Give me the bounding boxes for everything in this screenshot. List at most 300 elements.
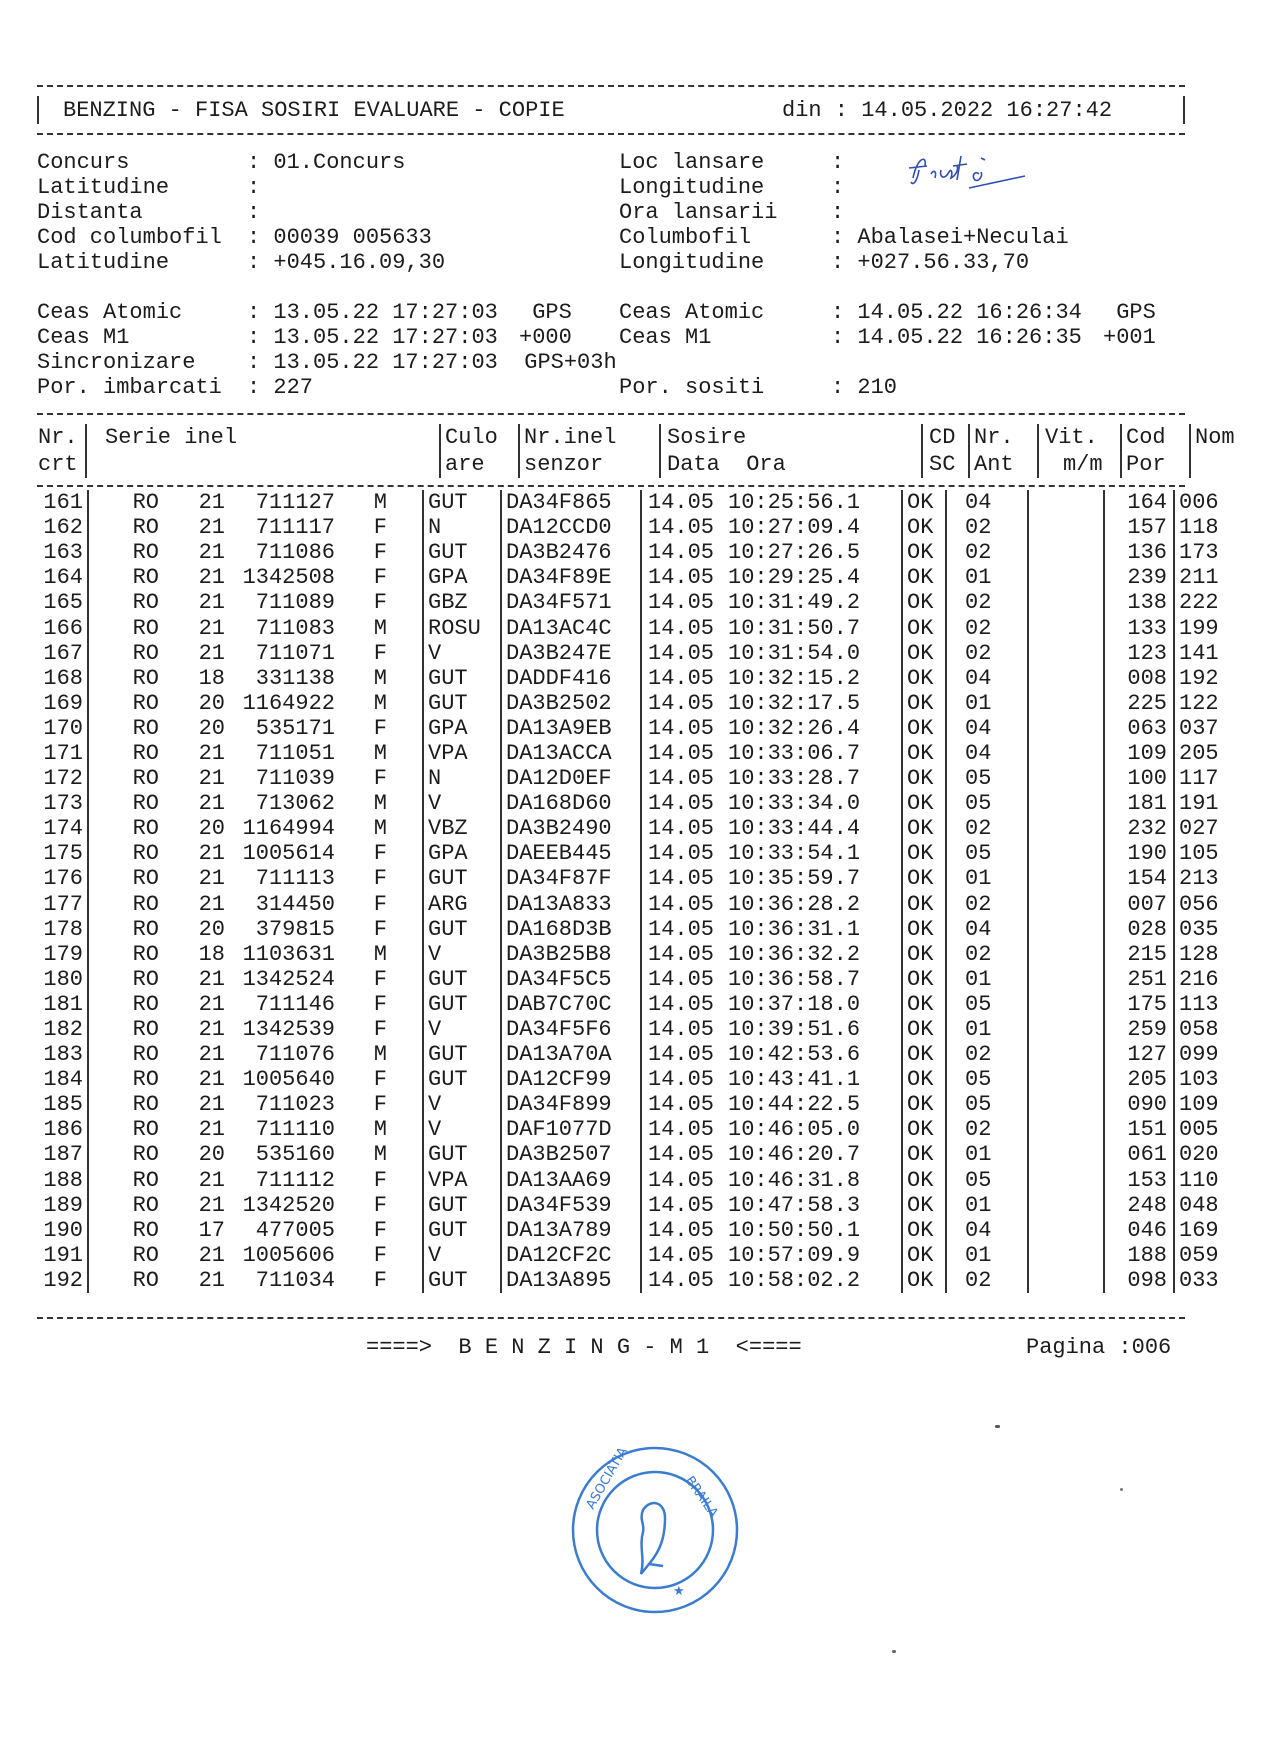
cell-sensor: DA3B2476: [501, 540, 641, 565]
cell-cd-sc: OK: [902, 540, 946, 565]
ring-country: RO: [132, 1017, 159, 1043]
arrival-date: 14.05: [648, 941, 715, 967]
cell-cod-por: 123: [1104, 641, 1174, 666]
cell-sensor: DA13AC4C: [501, 615, 641, 640]
cell-sensor: DA34F865: [501, 490, 641, 515]
cell-cd-sc: OK: [902, 1218, 946, 1243]
cell-nr: 176: [43, 866, 83, 892]
cell-color: GUT: [423, 540, 501, 565]
ring-year: 21: [198, 590, 225, 616]
table-row: [37, 1092, 1241, 1117]
col-header-ant: Nr.: [969, 424, 1038, 451]
arrival-time: 10:29:25.4: [728, 565, 861, 591]
ring-country: RO: [132, 916, 159, 942]
ring-number: 1005614: [242, 841, 335, 867]
cell-antenna: 02: [946, 1042, 1028, 1067]
cell-color: N: [423, 515, 501, 540]
ring-sex: F: [373, 966, 387, 992]
table-row: [37, 1142, 1241, 1167]
ring-number: 711146: [255, 991, 335, 1017]
ring-sex: M: [373, 816, 387, 842]
arrival-date: 14.05: [648, 715, 715, 741]
cell-serie-inel: [88, 666, 423, 691]
cell-color: GPA: [423, 841, 501, 866]
cell-speed: [1028, 641, 1104, 666]
cell-nom: 213: [1174, 866, 1241, 891]
ring-year: 21: [198, 1192, 225, 1218]
cell-speed: [1028, 1243, 1104, 1268]
association-stamp: [565, 1440, 745, 1620]
cell-antenna: 01: [946, 1193, 1028, 1218]
cell-serie-inel: [88, 967, 423, 992]
cell-nom: 048: [1174, 1193, 1241, 1218]
cell-sensor: DA34F899: [501, 1092, 641, 1117]
ring-country: RO: [132, 1042, 159, 1068]
cell-antenna: 02: [946, 540, 1028, 565]
cell-speed: [1028, 565, 1104, 590]
info-row: Ora lansarii :: [619, 200, 858, 225]
cell-nom: 099: [1174, 1042, 1241, 1067]
ring-country: RO: [132, 615, 159, 641]
table-row: [37, 590, 1241, 615]
cell-antenna: 05: [946, 841, 1028, 866]
cell-color: GUT: [423, 992, 501, 1017]
arrival-time: 10:25:56.1: [728, 490, 861, 516]
cell-nr: 172: [43, 766, 83, 792]
ring-number: 711117: [255, 515, 335, 541]
arrival-time: 10:27:26.5: [728, 540, 861, 566]
cell-color: V: [423, 1243, 501, 1268]
arrival-time: 10:46:20.7: [728, 1142, 861, 1168]
table-row: [37, 666, 1241, 691]
cell-serie-inel: [88, 716, 423, 741]
cell-speed: [1028, 716, 1104, 741]
cell-color: V: [423, 1117, 501, 1142]
cell-serie-inel: [88, 1117, 423, 1142]
cell-color: GUT: [423, 666, 501, 691]
cell-color: GUT: [423, 1193, 501, 1218]
cell-nr: 161: [43, 490, 83, 516]
arrival-date: 14.05: [648, 1067, 715, 1093]
cell-speed: [1028, 1193, 1104, 1218]
arrival-time: 10:33:54.1: [728, 841, 861, 867]
header-bottom-border: [37, 133, 1185, 135]
ring-country: RO: [132, 740, 159, 766]
header-left-edge: [37, 96, 39, 124]
cell-cod-por: 028: [1104, 917, 1174, 942]
cell-nr: 166: [43, 615, 83, 641]
cell-antenna: 05: [946, 791, 1028, 816]
cell-serie-inel: [88, 1142, 423, 1167]
ring-year: 21: [198, 866, 225, 892]
cell-color: ROSU: [423, 615, 501, 640]
cell-arrival: [641, 1042, 902, 1067]
table-row: [37, 1042, 1241, 1067]
ring-sex: M: [373, 490, 387, 516]
cell-cod-por: 164: [1104, 490, 1174, 515]
cell-color: V: [423, 641, 501, 666]
cell-nr: 190: [43, 1217, 83, 1243]
cell-cd-sc: OK: [902, 1092, 946, 1117]
cell-serie-inel: [88, 691, 423, 716]
ring-country: RO: [132, 866, 159, 892]
arrival-time: 10:42:53.6: [728, 1042, 861, 1068]
ring-year: 21: [198, 1242, 225, 1268]
col-header-serie: Serie inel: [86, 424, 440, 451]
info-row: Latitudine : +045.16.09,30: [37, 250, 446, 275]
cell-cd-sc: OK: [902, 1042, 946, 1067]
cell-cod-por: 225: [1104, 691, 1174, 716]
cell-arrival: [641, 691, 902, 716]
cell-serie-inel: [88, 1042, 423, 1067]
cell-sensor: DA168D60: [501, 791, 641, 816]
cell-serie-inel: [88, 841, 423, 866]
arrival-time: 10:33:44.4: [728, 816, 861, 842]
cell-nom: 006: [1174, 490, 1241, 515]
header-title-row: [37, 96, 1185, 126]
table-row: [37, 992, 1241, 1017]
cell-cod-por: 251: [1104, 967, 1174, 992]
ring-number: 711083: [255, 615, 335, 641]
cell-antenna: 02: [946, 641, 1028, 666]
cell-serie-inel: [88, 615, 423, 640]
cell-cd-sc: OK: [902, 615, 946, 640]
cell-nr: 189: [43, 1192, 83, 1218]
cell-nr: 177: [43, 891, 83, 917]
ring-number: 1342524: [242, 966, 335, 992]
info-row: Longitudine :: [619, 175, 858, 200]
arrival-date: 14.05: [648, 991, 715, 1017]
cell-cd-sc: OK: [902, 1017, 946, 1042]
arrival-time: 10:33:34.0: [728, 791, 861, 817]
ring-sex: F: [373, 515, 387, 541]
ring-sex: F: [373, 841, 387, 867]
cell-serie-inel: [88, 892, 423, 917]
cell-cd-sc: OK: [902, 1067, 946, 1092]
cell-sensor: DA13A9EB: [501, 716, 641, 741]
arrival-time: 10:31:54.0: [728, 640, 861, 666]
arrival-time: 10:36:28.2: [728, 891, 861, 917]
col-header-cd: CD: [922, 424, 969, 451]
cell-color: GUT: [423, 1218, 501, 1243]
cell-speed: [1028, 917, 1104, 942]
cell-sensor: DAB7C70C: [501, 992, 641, 1017]
table-row: [37, 841, 1241, 866]
cell-nr: 186: [43, 1117, 83, 1143]
ring-number: 1103631: [242, 941, 335, 967]
cell-arrival: [641, 1092, 902, 1117]
ring-country: RO: [132, 941, 159, 967]
cell-nom: 118: [1174, 515, 1241, 540]
cell-antenna: 04: [946, 917, 1028, 942]
cell-cod-por: 248: [1104, 1193, 1174, 1218]
cell-serie-inel: [88, 590, 423, 615]
cell-color: V: [423, 1017, 501, 1042]
cell-nom: 105: [1174, 841, 1241, 866]
ring-year: 21: [198, 565, 225, 591]
cell-nom: 122: [1174, 691, 1241, 716]
cell-speed: [1028, 1092, 1104, 1117]
cell-speed: [1028, 992, 1104, 1017]
ring-country: RO: [132, 1092, 159, 1118]
ring-year: 21: [198, 766, 225, 792]
ring-number: 711112: [255, 1167, 335, 1193]
cell-nr: 175: [43, 841, 83, 867]
cell-sensor: DA12D0EF: [501, 766, 641, 791]
cell-nr: 167: [43, 640, 83, 666]
cell-arrival: [641, 866, 902, 891]
col-header-culo: Culo: [440, 424, 519, 451]
svg-text:BRAILA: BRAILA: [681, 1473, 721, 1521]
cell-cd-sc: OK: [902, 791, 946, 816]
arrival-date: 14.05: [648, 1242, 715, 1268]
ring-sex: M: [373, 740, 387, 766]
cell-speed: [1028, 490, 1104, 515]
table-row: [37, 967, 1241, 992]
header-top-border: [37, 85, 1185, 87]
ring-sex: M: [373, 1142, 387, 1168]
cell-speed: [1028, 1142, 1104, 1167]
cell-color: VBZ: [423, 816, 501, 841]
ring-country: RO: [132, 490, 159, 516]
arrival-date: 14.05: [648, 640, 715, 666]
cell-antenna: 01: [946, 1017, 1028, 1042]
arrival-time: 10:46:05.0: [728, 1117, 861, 1143]
cell-color: GPA: [423, 565, 501, 590]
cell-arrival: [641, 490, 902, 515]
header-right-edge: [1183, 96, 1185, 124]
cell-cd-sc: OK: [902, 741, 946, 766]
cell-nom: 113: [1174, 992, 1241, 1017]
col-header-vit: Vit.: [1038, 424, 1121, 451]
cell-arrival: [641, 1168, 902, 1193]
cell-arrival: [641, 1243, 902, 1268]
arrival-time: 10:32:15.2: [728, 665, 861, 691]
cell-cod-por: 188: [1104, 1243, 1174, 1268]
arrival-time: 10:32:17.5: [728, 690, 861, 716]
ring-country: RO: [132, 966, 159, 992]
ring-country: RO: [132, 540, 159, 566]
table-top-border: [37, 413, 1185, 415]
cell-serie-inel: [88, 540, 423, 565]
cell-cd-sc: OK: [902, 641, 946, 666]
ring-number: 1005606: [242, 1242, 335, 1268]
arrival-date: 14.05: [648, 515, 715, 541]
ring-number: 1164994: [242, 816, 335, 842]
table-row: [37, 866, 1241, 891]
cell-speed: [1028, 791, 1104, 816]
cell-antenna: 04: [946, 490, 1028, 515]
cell-serie-inel: [88, 641, 423, 666]
table-row: [37, 917, 1241, 942]
ring-sex: F: [373, 1267, 387, 1293]
cell-color: GPA: [423, 716, 501, 741]
cell-cd-sc: OK: [902, 515, 946, 540]
cell-antenna: 05: [946, 1092, 1028, 1117]
arrival-date: 14.05: [648, 1042, 715, 1068]
ring-number: 711071: [255, 640, 335, 666]
arrival-time: 10:36:58.7: [728, 966, 861, 992]
arrival-date: 14.05: [648, 816, 715, 842]
cell-antenna: 05: [946, 766, 1028, 791]
cell-serie-inel: [88, 1017, 423, 1042]
ring-year: 20: [198, 715, 225, 741]
ring-sex: F: [373, 1092, 387, 1118]
cell-cod-por: 109: [1104, 741, 1174, 766]
cell-color: V: [423, 942, 501, 967]
cell-serie-inel: [88, 1193, 423, 1218]
cell-cod-por: 153: [1104, 1168, 1174, 1193]
ring-country: RO: [132, 1067, 159, 1093]
ring-number: 711023: [255, 1092, 335, 1118]
ring-number: 1342508: [242, 565, 335, 591]
table-row: [37, 540, 1241, 565]
cell-arrival: [641, 666, 902, 691]
cell-nom: 191: [1174, 791, 1241, 816]
ring-year: 21: [198, 1267, 225, 1293]
cell-speed: [1028, 515, 1104, 540]
arrival-time: 10:58:02.2: [728, 1267, 861, 1293]
ring-year: 21: [198, 615, 225, 641]
arrival-date: 14.05: [648, 1267, 715, 1293]
arrival-date: 14.05: [648, 1192, 715, 1218]
cell-serie-inel: [88, 766, 423, 791]
col-header-nom: Nom: [1190, 424, 1258, 451]
cell-speed: [1028, 766, 1104, 791]
cell-cod-por: 181: [1104, 791, 1174, 816]
col-subheader-nr: crt: [38, 452, 78, 477]
col-subheader-senzor: senzor: [519, 451, 660, 478]
cell-antenna: 04: [946, 741, 1028, 766]
cell-nom: 020: [1174, 1142, 1241, 1167]
cell-arrival: [641, 791, 902, 816]
cell-nr: 174: [43, 816, 83, 842]
ring-sex: M: [373, 690, 387, 716]
ring-country: RO: [132, 715, 159, 741]
cell-sensor: DA34F571: [501, 590, 641, 615]
cell-arrival: [641, 716, 902, 741]
info-left-block: [37, 150, 445, 275]
cell-sensor: DA13A789: [501, 1218, 641, 1243]
col-header-sosire: Sosire: [660, 424, 922, 451]
clock-left-block: [37, 300, 617, 400]
cell-sensor: DA3B25B8: [501, 942, 641, 967]
cell-cod-por: 063: [1104, 716, 1174, 741]
table-row: [37, 490, 1241, 515]
cell-cod-por: 151: [1104, 1117, 1174, 1142]
cell-speed: [1028, 866, 1104, 891]
cell-nr: 184: [43, 1067, 83, 1093]
ring-year: 21: [198, 515, 225, 541]
cell-speed: [1028, 691, 1104, 716]
results-table: [37, 490, 1241, 1293]
ring-sex: M: [373, 665, 387, 691]
cell-speed: [1028, 1042, 1104, 1067]
clock-row: Ceas Atomic : 13.05.22 17:27:03 GPS: [37, 300, 572, 325]
cell-nom: 199: [1174, 615, 1241, 640]
handwritten-note: [905, 148, 1045, 198]
cell-arrival: [641, 892, 902, 917]
cell-nom: 033: [1174, 1268, 1241, 1293]
cell-antenna: 02: [946, 590, 1028, 615]
cell-serie-inel: [88, 866, 423, 891]
info-row: Longitudine : +027.56.33,70: [619, 250, 1030, 275]
arrival-time: 10:36:32.2: [728, 941, 861, 967]
cell-color: ARG: [423, 892, 501, 917]
ring-year: 21: [198, 1017, 225, 1043]
ring-country: RO: [132, 766, 159, 792]
arrival-time: 10:39:51.6: [728, 1017, 861, 1043]
arrival-time: 10:43:41.1: [728, 1067, 861, 1093]
ring-sex: F: [373, 540, 387, 566]
arrival-date: 14.05: [648, 615, 715, 641]
table-row: [37, 1193, 1241, 1218]
ring-number: 711076: [255, 1042, 335, 1068]
ring-country: RO: [132, 515, 159, 541]
cell-sensor: DA168D3B: [501, 917, 641, 942]
arrival-time: 10:33:06.7: [728, 740, 861, 766]
arrival-time: 10:44:22.5: [728, 1092, 861, 1118]
ring-year: 21: [198, 1092, 225, 1118]
ring-number: 711039: [255, 766, 335, 792]
cell-arrival: [641, 1017, 902, 1042]
ring-sex: M: [373, 615, 387, 641]
clock-row: Ceas M1 : 14.05.22 16:26:35 +001: [619, 325, 1156, 350]
cell-serie-inel: [88, 1067, 423, 1092]
ring-year: 21: [198, 740, 225, 766]
cell-antenna: 05: [946, 992, 1028, 1017]
cell-antenna: 04: [946, 666, 1028, 691]
cell-cd-sc: OK: [902, 1243, 946, 1268]
cell-cd-sc: OK: [902, 892, 946, 917]
col-header-cod: Cod: [1121, 424, 1190, 451]
cell-cd-sc: OK: [902, 691, 946, 716]
cell-antenna: 01: [946, 967, 1028, 992]
cell-arrival: [641, 816, 902, 841]
table-row: [37, 641, 1241, 666]
cell-sensor: DA12CF2C: [501, 1243, 641, 1268]
arrival-date: 14.05: [648, 891, 715, 917]
table-row: [37, 1117, 1241, 1142]
table-row: [37, 1268, 1241, 1293]
ring-year: 21: [198, 1167, 225, 1193]
clock-row: [619, 350, 1156, 375]
cell-cd-sc: OK: [902, 716, 946, 741]
cell-speed: [1028, 1218, 1104, 1243]
cell-cod-por: 136: [1104, 540, 1174, 565]
cell-cd-sc: OK: [902, 565, 946, 590]
cell-nom: 103: [1174, 1067, 1241, 1092]
cell-cod-por: 157: [1104, 515, 1174, 540]
cell-arrival: [641, 917, 902, 942]
cell-speed: [1028, 1067, 1104, 1092]
arrival-date: 14.05: [648, 490, 715, 516]
cell-cod-por: 100: [1104, 766, 1174, 791]
col-subheader-serie: [86, 451, 440, 478]
ring-country: RO: [132, 1117, 159, 1143]
cell-cd-sc: OK: [902, 967, 946, 992]
cell-nom: 192: [1174, 666, 1241, 691]
cell-sensor: DA3B2507: [501, 1142, 641, 1167]
cell-color: GUT: [423, 1268, 501, 1293]
cell-serie-inel: [88, 1168, 423, 1193]
ring-sex: F: [373, 1017, 387, 1043]
cell-sensor: DA13A895: [501, 1268, 641, 1293]
arrival-time: 10:31:50.7: [728, 615, 861, 641]
cell-color: GUT: [423, 691, 501, 716]
cell-cd-sc: OK: [902, 992, 946, 1017]
cell-sensor: DA34F87F: [501, 866, 641, 891]
